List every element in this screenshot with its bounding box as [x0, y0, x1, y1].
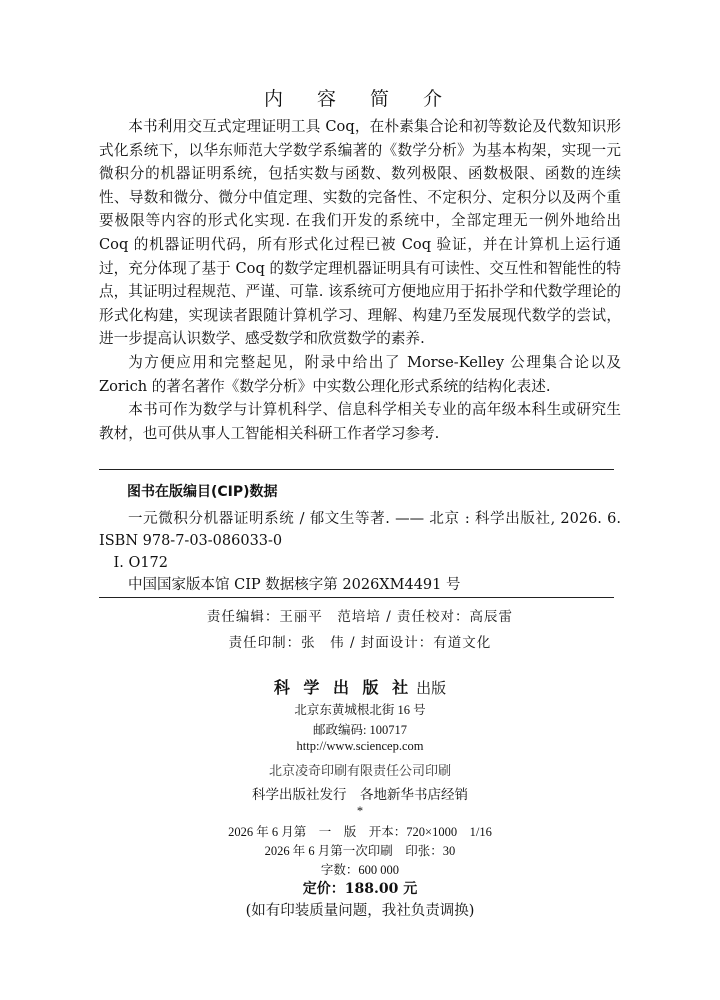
publisher-address: 北京东黄城根北街 16 号 — [294, 703, 426, 717]
page-title: 内 容 简 介 — [263, 88, 457, 110]
publisher-verb: 出版 — [416, 679, 447, 697]
abstract-paragraph-3: 本书可作为数学与计算机科学、信息科学相关专业的高年级本科生或研究生教材，也可供从事人工智能相关科研工作者学习参考. — [99, 401, 621, 442]
cip-title-line: 一元微积分机器证明系统 / 郁文生等著. —— 北京 : 科学出版社, 2026. 6. — [128, 511, 621, 527]
printer-line: 北京凌奇印刷有限责任公司印刷 — [268, 764, 451, 779]
abstract-paragraph-2: 为方便应用和完整起见，附录中给出了 Morse-Kelley 公理集合论以及 Zorich 的著名著作《数学分析》中实数公理化形式系统的结构化表述. — [99, 353, 621, 395]
cip-isbn: ISBN 978-7-03-086033-0 — [99, 533, 283, 549]
cip-heading: 图书在版编目(CIP)数据 — [127, 484, 278, 500]
publisher-heading — [0, 675, 720, 698]
distribution-line: 科学出版社发行 各地新华书店经销 — [252, 787, 468, 803]
quality-note: (如有印装质量问题，我社负责调换) — [245, 903, 475, 919]
abstract-body — [99, 115, 621, 445]
printing-line: 2026 年 6 月第一次印刷 印张：30 — [264, 844, 456, 858]
bottom-divider — [99, 597, 614, 598]
staff-line-2: 责任印制：张 伟 / 封面设计：有道文化 — [228, 635, 492, 651]
price-line: 定价：188.00 元 — [302, 881, 418, 897]
publisher-url: http://www.sciencep.com — [296, 739, 424, 753]
publisher-postcode: 邮政编码: 100717 — [312, 723, 408, 737]
abstract-paragraph-1: 本书利用交互式定理证明工具 Coq，在朴素集合论和初等数论及代数知识形式化系统下，以华东师范大学数学系编著的《数学分析》为基本构架，实现一元微积分的机器证明系统，包括实数与函数、数列极限、函数极限、函数的连续性、导数和微分、微分中值定理、实数的完备性、不定积分、定积分以及两个重要极限等内容的形式化实现. 在我们开发的系统中，全部定理无一例外地给出 Coq 的机器证明代码，所有形式化过程已被 Coq 验证，并在计算机上运行通过，充分体现了基于 Coq 的数学定理机器证明具有可读性、交互性和智能性的特点，其证明过程规范、严谨、可靠. 该系统可方便地应用于拓扑学和代数学理论的形式化构建，实现读者跟随计算机学习、理解、构建乃至发展现代数学的尝试，进一步提高认识数学、感受数学和欣赏数学的素养. — [99, 118, 621, 348]
cip-block — [99, 481, 621, 596]
wordcount-line: 字数：600 000 — [320, 863, 400, 877]
separator-star: * — [356, 804, 364, 818]
staff-line-1: 责任编辑：王丽平 范培培 / 责任校对：高辰雷 — [206, 609, 514, 625]
edition-line: 2026 年 6 月第 一 版 开本：720×1000 1/16 — [228, 825, 492, 839]
cip-classification: Ⅰ. O172 — [113, 555, 169, 571]
top-divider — [99, 469, 614, 470]
cip-record-number: 中国国家版本馆 CIP 数据核字第 2026XM4491 号 — [128, 577, 461, 593]
publisher-name: 科 学 出 版 社 — [273, 678, 413, 697]
